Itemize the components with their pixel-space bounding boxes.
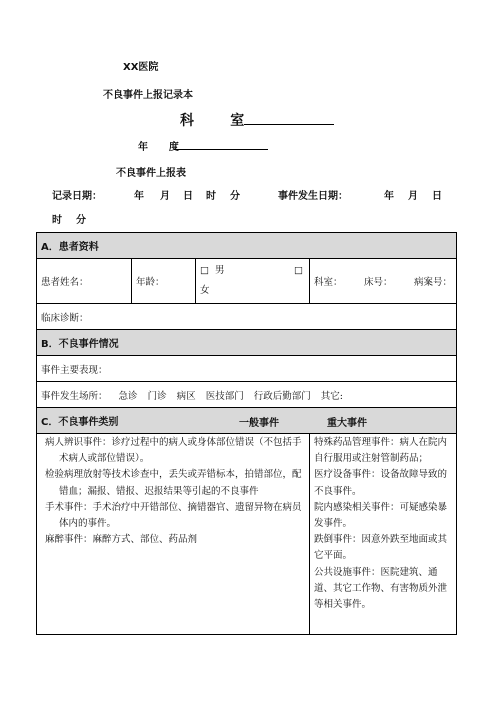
event-place-row	[37, 382, 457, 408]
record-date-minute: 分	[230, 191, 240, 202]
patient-name-field[interactable]: 患者姓名：	[37, 259, 132, 304]
place-other[interactable]: 其它:	[320, 390, 343, 402]
place-ward[interactable]: 病区	[176, 390, 196, 402]
major-event-label: 重大事件	[327, 418, 367, 429]
place-admin-logistics[interactable]: 行政后勤部门	[253, 390, 311, 402]
major-event-item[interactable]: 公共设施事件：医院建筑、通道、其它工作物、有害物质外泄等相关事件。	[314, 566, 448, 611]
general-event-item[interactable]: 麻醉事件：麻醉方式、部位、药品剂	[45, 534, 198, 546]
gender-female-label: 女	[200, 285, 210, 296]
place-medtech[interactable]: 医技部门	[205, 390, 244, 402]
dept-label: 科 室	[180, 113, 246, 129]
major-events-cell	[310, 434, 457, 635]
gender-field[interactable]	[196, 259, 310, 304]
adverse-event-form	[36, 232, 457, 635]
bed-field[interactable]: 床号：	[363, 277, 393, 288]
major-event-item[interactable]: 跌倒事件：因意外跌至地面或其它平面。	[314, 534, 448, 562]
general-event-item[interactable]: 检验病理放射等技术诊查中，丢失或弄错标本，拍错部位，配错血；漏报、错报、迟报结果等引起的不良事件	[45, 469, 302, 497]
form-title: 不良事件上报表	[116, 168, 186, 179]
dept-underline[interactable]	[244, 124, 334, 125]
age-field[interactable]: 年龄：	[132, 259, 196, 304]
case-number-field[interactable]: 病案号：	[413, 277, 452, 288]
main-symptom-field[interactable]: 事件主要表现：	[37, 356, 457, 382]
general-event-item[interactable]: 手术事件：手术治疗中开错部位、摘错器官、遗留异物在病员体内的事件。	[45, 501, 302, 530]
year-underline[interactable]	[174, 149, 268, 150]
gender-male-option[interactable]: □ 男	[200, 265, 225, 276]
event-time-minute: 分	[76, 215, 86, 226]
event-date-day: 日	[432, 191, 442, 202]
major-event-item[interactable]: 院内感染相关事件：可疑感染暴发事件。	[314, 501, 448, 530]
place-emergency[interactable]: 急诊	[118, 390, 138, 402]
record-date-day: 日	[183, 191, 193, 202]
gender-female-checkbox[interactable]: □	[294, 265, 303, 276]
event-date-month: 月	[408, 191, 418, 202]
section-c-title: C．不良事件类别	[41, 417, 119, 428]
dept-bed-case-field[interactable]	[310, 259, 457, 304]
dept-field[interactable]: 科室：	[314, 277, 343, 288]
record-date-month: 月	[160, 191, 170, 202]
year-label: 年 度	[138, 142, 179, 153]
major-event-item[interactable]: 特殊药品管理事件：病人在院内自行服用或注射管制药品；	[314, 437, 448, 465]
general-event-label: 一般事件	[239, 418, 279, 429]
section-a-title: A．患者资料	[37, 233, 457, 259]
diagnosis-field[interactable]: 临床诊断：	[37, 304, 457, 330]
event-time-hour: 时	[52, 215, 62, 226]
event-place-label: 事件发生场所：	[41, 390, 108, 402]
major-event-item[interactable]: 医疗设备事件：设备故障导致的不良事件。	[314, 469, 448, 497]
record-date-hour: 时	[206, 191, 216, 202]
book-title: 不良事件上报记录本	[103, 90, 193, 101]
section-b-title: B．不良事件情况	[37, 330, 457, 356]
record-date-year: 年	[134, 191, 144, 202]
general-events-cell	[37, 434, 310, 635]
record-date-label: 记录日期：	[52, 191, 102, 202]
section-c-header	[37, 408, 457, 434]
hospital-name: XX医院	[123, 62, 159, 73]
event-date-label: 事件发生日期：	[278, 191, 348, 202]
event-date-year: 年	[384, 191, 394, 202]
place-outpatient[interactable]: 门诊	[147, 390, 167, 402]
general-event-item[interactable]: 病人辨识事件：诊疗过程中的病人或身体部位错误（不包括手术病人或部位错误）。	[45, 437, 302, 465]
